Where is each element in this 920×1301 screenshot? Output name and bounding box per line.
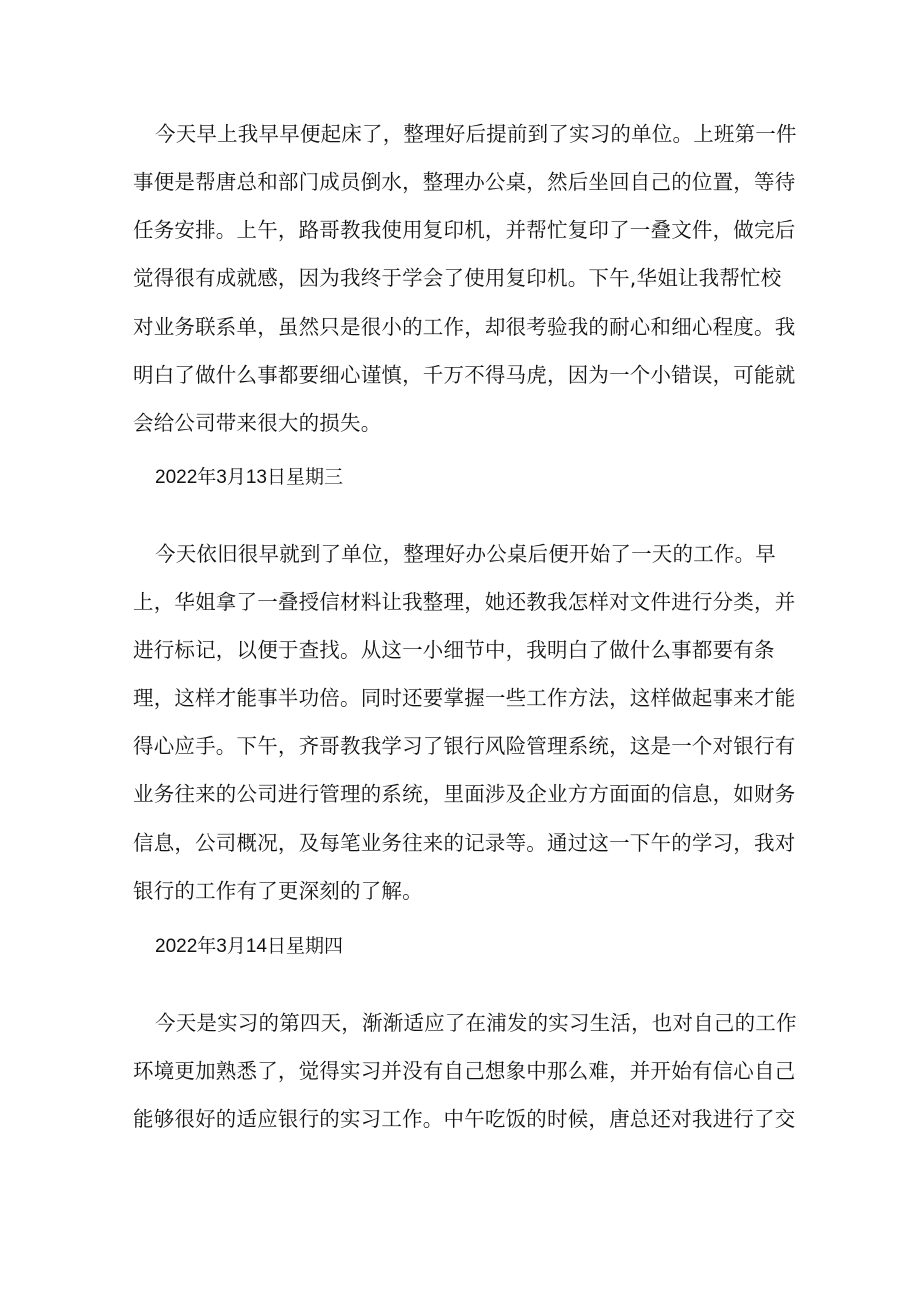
paragraph-2-line-6: 业务往来的公司进行管理的系统，里面涉及企业方方面面的信息，如财务 [133, 782, 796, 806]
paragraph-1-line-6: 明白了做什么事都要细心谨慎，千万不得马虎，因为一个小错误，可能就 [133, 363, 796, 387]
paragraph-1-line-4: 觉得很有成就感，因为我终于学会了使用复印机。下午,华姐让我帮忙校 [133, 266, 782, 290]
paragraph-2-line-2: 上，华姐拿了一叠授信材料让我整理，她还教我怎样对文件进行分类，并 [133, 590, 796, 614]
paragraph-1-line-2: 事便是帮唐总和部门成员倒水，整理办公桌，然后坐回自己的位置，等待 [133, 170, 796, 194]
paragraph-2-line-4: 理，这样才能事半功倍。同时还要掌握一些工作方法，这样做起事来才能 [133, 686, 796, 710]
paragraph-2-line-1: 今天依旧很早就到了单位，整理好办公桌后便开始了一天的工作。早 [155, 542, 776, 566]
paragraph-1-line-3: 任务安排。上午，路哥教我使用复印机，并帮忙复印了一叠文件，做完后 [133, 218, 796, 242]
paragraph-3-line-2: 环境更加熟悉了，觉得实习并没有自己想象中那么难，并开始有信心自己 [133, 1059, 796, 1083]
paragraph-2-line-7: 信息，公司概况，及每笔业务往来的记录等。通过这一下午的学习，我对 [133, 831, 796, 855]
paragraph-3-line-3: 能够很好的适应银行的实习工作。中午吃饭的时候，唐总还对我进行了交 [133, 1107, 796, 1131]
paragraph-3-line-1: 今天是实习的第四天，渐渐适应了在浦发的实习生活，也对自己的工作 [155, 1011, 797, 1035]
paragraph-1-line-1: 今天早上我早早便起床了，整理好后提前到了实习的单位。上班第一件 [155, 122, 797, 146]
date-heading-1: 2022年3月13日星期三 [155, 467, 343, 488]
paragraph-2-line-3: 进行标记，以便于查找。从这一小细节中，我明白了做什么事都要有条 [133, 638, 775, 662]
paragraph-1-line-5: 对业务联系单，虽然只是很小的工作，却很考验我的耐心和细心程度。我 [133, 315, 796, 339]
date-heading-2: 2022年3月14日星期四 [155, 936, 343, 957]
paragraph-1-line-7: 会给公司带来很大的损失。 [133, 411, 382, 435]
paragraph-2-line-8: 银行的工作有了更深刻的了解。 [133, 879, 423, 903]
paragraph-2-line-5: 得心应手。下午，齐哥教我学习了银行风险管理系统，这是一个对银行有 [133, 734, 796, 758]
